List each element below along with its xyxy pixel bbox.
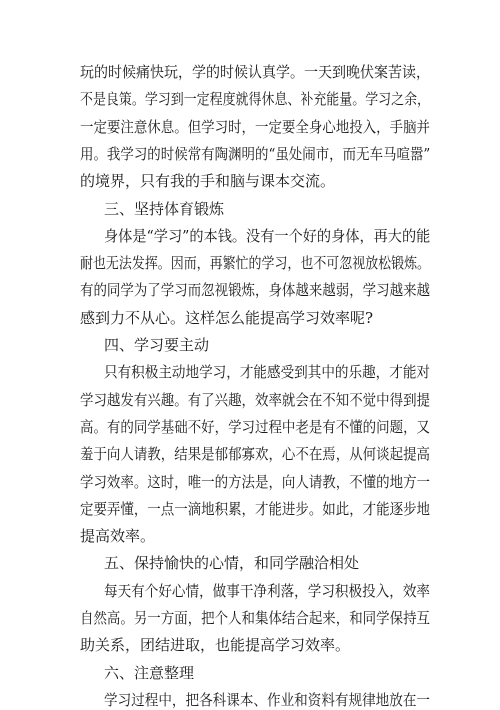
text-line: 不是良策。学习到一定程度就得休息、补充能量。学习之余， bbox=[80, 90, 431, 108]
text-line: 身体是“学习”的本钱。没有一个好的身体，再大的能 bbox=[104, 227, 431, 245]
text-line: 羞于向人请教，结果是郁郁寡欢，心不在焉，从何谈起提高 bbox=[80, 445, 431, 463]
text-line: 自然高。另一方面，把个人和集体结合起来，和同学保持互 bbox=[80, 609, 431, 627]
text-line: 学习越发有兴趣。有了兴趣，效率就会在不知不觉中得到提 bbox=[80, 391, 431, 409]
text-line: 感到力不从心。这样怎么能提高学习效率呢? bbox=[80, 309, 374, 327]
text-line: 只有积极主动地学习，才能感受到其中的乐趣，才能对 bbox=[104, 363, 431, 381]
text-line: 耐也无法发挥。因而，再繁忙的学习，也不可忽视放松锻炼。 bbox=[80, 254, 431, 272]
text-line: 玩的时候痛快玩，学的时候认真学。一天到晚伏案苦读， bbox=[80, 63, 431, 81]
section-heading: 三、坚持体育锻炼 bbox=[104, 200, 225, 218]
text-line: 助关系，团结进取，也能提高学习效率。 bbox=[80, 636, 351, 654]
text-line: 的境界，只有我的手和脑与课本交流。 bbox=[80, 172, 336, 190]
text-line: 学习效率。这时，唯一的方法是，向人请教，不懂的地方一 bbox=[80, 473, 431, 491]
text-line: 一定要注意休息。但学习时，一定要全身心地投入，手脑并 bbox=[80, 118, 431, 136]
text-line: 用。我学习的时候常有陶渊明的“虽处闹市，而无车马喧嚣” bbox=[80, 145, 431, 163]
text-line: 定要弄懂，一点一滴地积累，才能进步。如此，才能逐步地 bbox=[80, 500, 431, 518]
text-line: 每天有个好心情，做事干净利落，学习积极投入，效率 bbox=[104, 582, 431, 600]
section-heading: 六、注意整理 bbox=[104, 664, 195, 682]
text-line: 高。有的同学基础不好，学习过程中老是有不懂的问题，又 bbox=[80, 418, 431, 436]
text-line: 学习过程中，把各科课本、作业和资料有规律地放在一 bbox=[104, 691, 431, 709]
text-line: 提高效率。 bbox=[80, 527, 156, 545]
text-line: 有的同学为了学习而忽视锻炼，身体越来越弱，学习越来越 bbox=[80, 281, 431, 299]
section-heading: 五、保持愉快的心情，和同学融洽相处 bbox=[104, 554, 360, 572]
section-heading: 四、学习要主动 bbox=[104, 336, 210, 354]
